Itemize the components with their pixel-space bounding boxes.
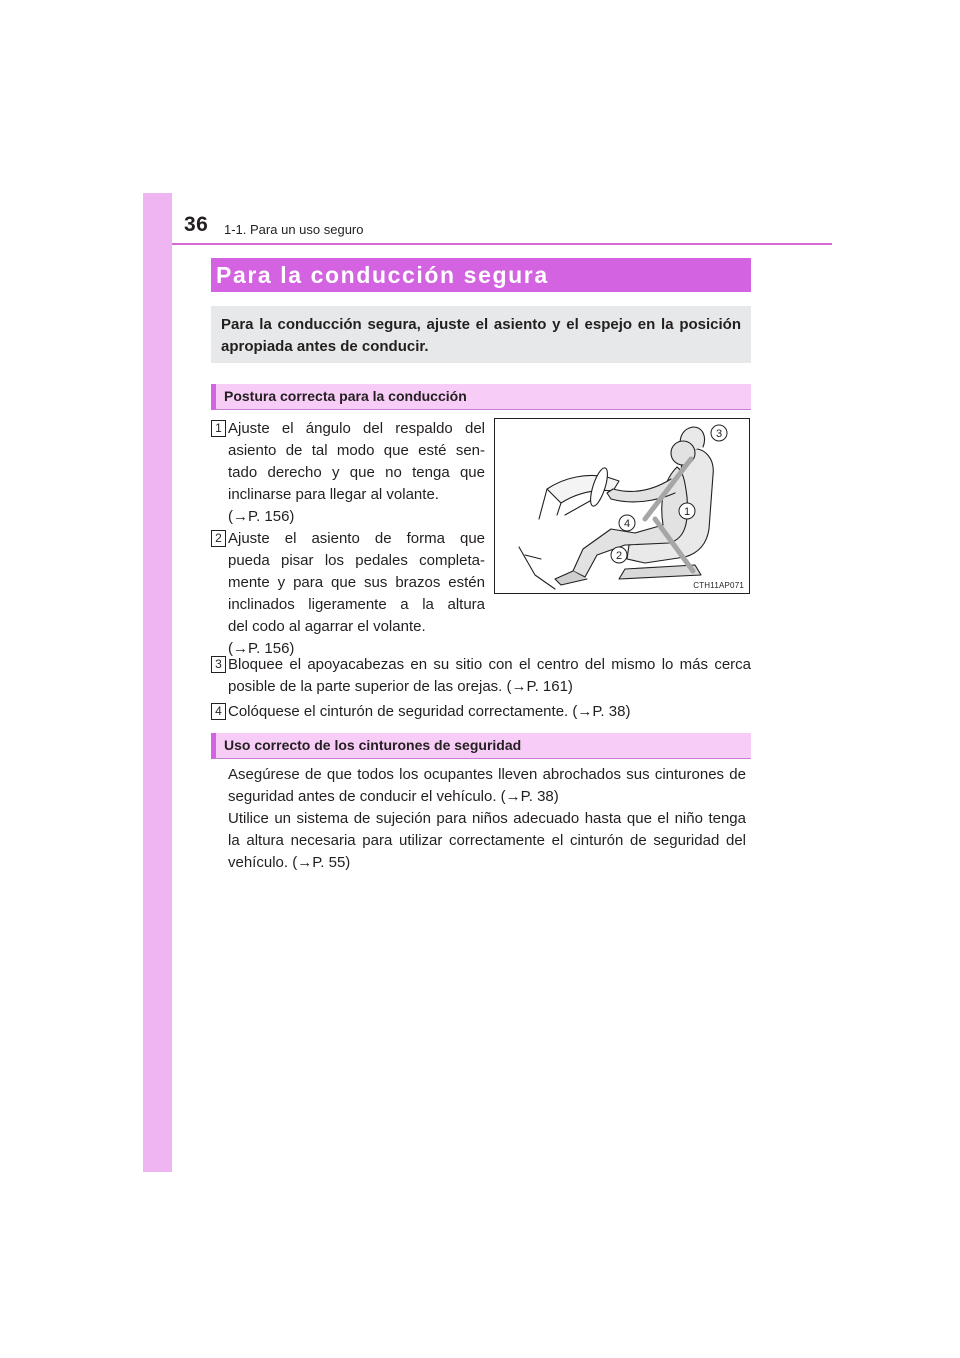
item-text-line: del codo al agarrar el volante. (228, 618, 426, 635)
item-text-line: Ajuste el asiento de forma que (228, 530, 485, 547)
belt-paragraph (228, 808, 746, 874)
item-number-badge: 2 (211, 530, 226, 547)
paragraph-line: la altura necesaria para utilizar correctamente el cinturón de seguridad del (228, 832, 746, 849)
intro-summary: Para la conducción segura, ajuste el asiento y el espejo en la posición apropiada antes de conducir. (211, 306, 751, 363)
item-text-line: pueda pisar los pedales completa- (228, 552, 485, 569)
paragraph-line: seguridad antes de conducir el vehículo. (→P. 38) (228, 788, 559, 805)
paragraph-line: vehículo. (→P. 55) (228, 854, 351, 871)
driver-seat-drawing (495, 419, 749, 593)
page-title: Para la conducción segura (211, 258, 751, 292)
item-text-line: posible de la parte superior de las orejas. (→P. 161) (228, 678, 573, 695)
section-breadcrumb: 1-1. Para un uso seguro (224, 222, 364, 237)
belt-paragraph (228, 764, 746, 808)
item-reference-link[interactable]: (→P. 156) (228, 640, 295, 657)
item-number-badge: 4 (211, 703, 226, 720)
chapter-sidebar-tab (143, 193, 172, 1172)
paragraph-line: Asegúrese de que todos los ocupantes lleven abrochados sus cinturones de (228, 766, 746, 783)
item-text-line: Colóquese el cinturón de seguridad correctamente. (→P. 38) (228, 703, 631, 720)
page-number: 36 (184, 213, 209, 236)
callout-3-label: 3 (715, 428, 723, 440)
item-text-line: inclinarse para llegar al volante. (228, 486, 439, 503)
seat-posture-illustration (494, 418, 750, 594)
item-text-line: asiento de tal modo que esté sen- (228, 442, 485, 459)
subheading-belts: Uso correcto de los cinturones de seguridad (211, 733, 751, 759)
subheading-posture: Postura correcta para la conducción (211, 384, 751, 410)
callout-2-label: 2 (615, 550, 623, 562)
item-reference-link[interactable]: (→P. 156) (228, 508, 295, 525)
item-number-badge: 3 (211, 656, 226, 673)
paragraph-line: Utilice un sistema de sujeción para niños adecuado hasta que el niño tenga (228, 810, 746, 827)
item-text-line: tado derecho y que no tenga que (228, 464, 485, 481)
callout-1-label: 1 (683, 506, 691, 518)
item-text-line: inclinados ligeramente a la altura (228, 596, 485, 613)
item-number-badge: 1 (211, 420, 226, 437)
header-divider (172, 243, 832, 245)
callout-4-label: 4 (623, 518, 631, 530)
figure-code: CTH11AP071 (693, 581, 744, 590)
item-text-line: Bloquee el apoyacabezas en su sitio con el centro del mismo lo más cerca (228, 656, 751, 673)
item-text-line: mente y para que sus brazos estén (228, 574, 485, 591)
item-text-line: Ajuste el ángulo del respaldo del (228, 420, 485, 437)
